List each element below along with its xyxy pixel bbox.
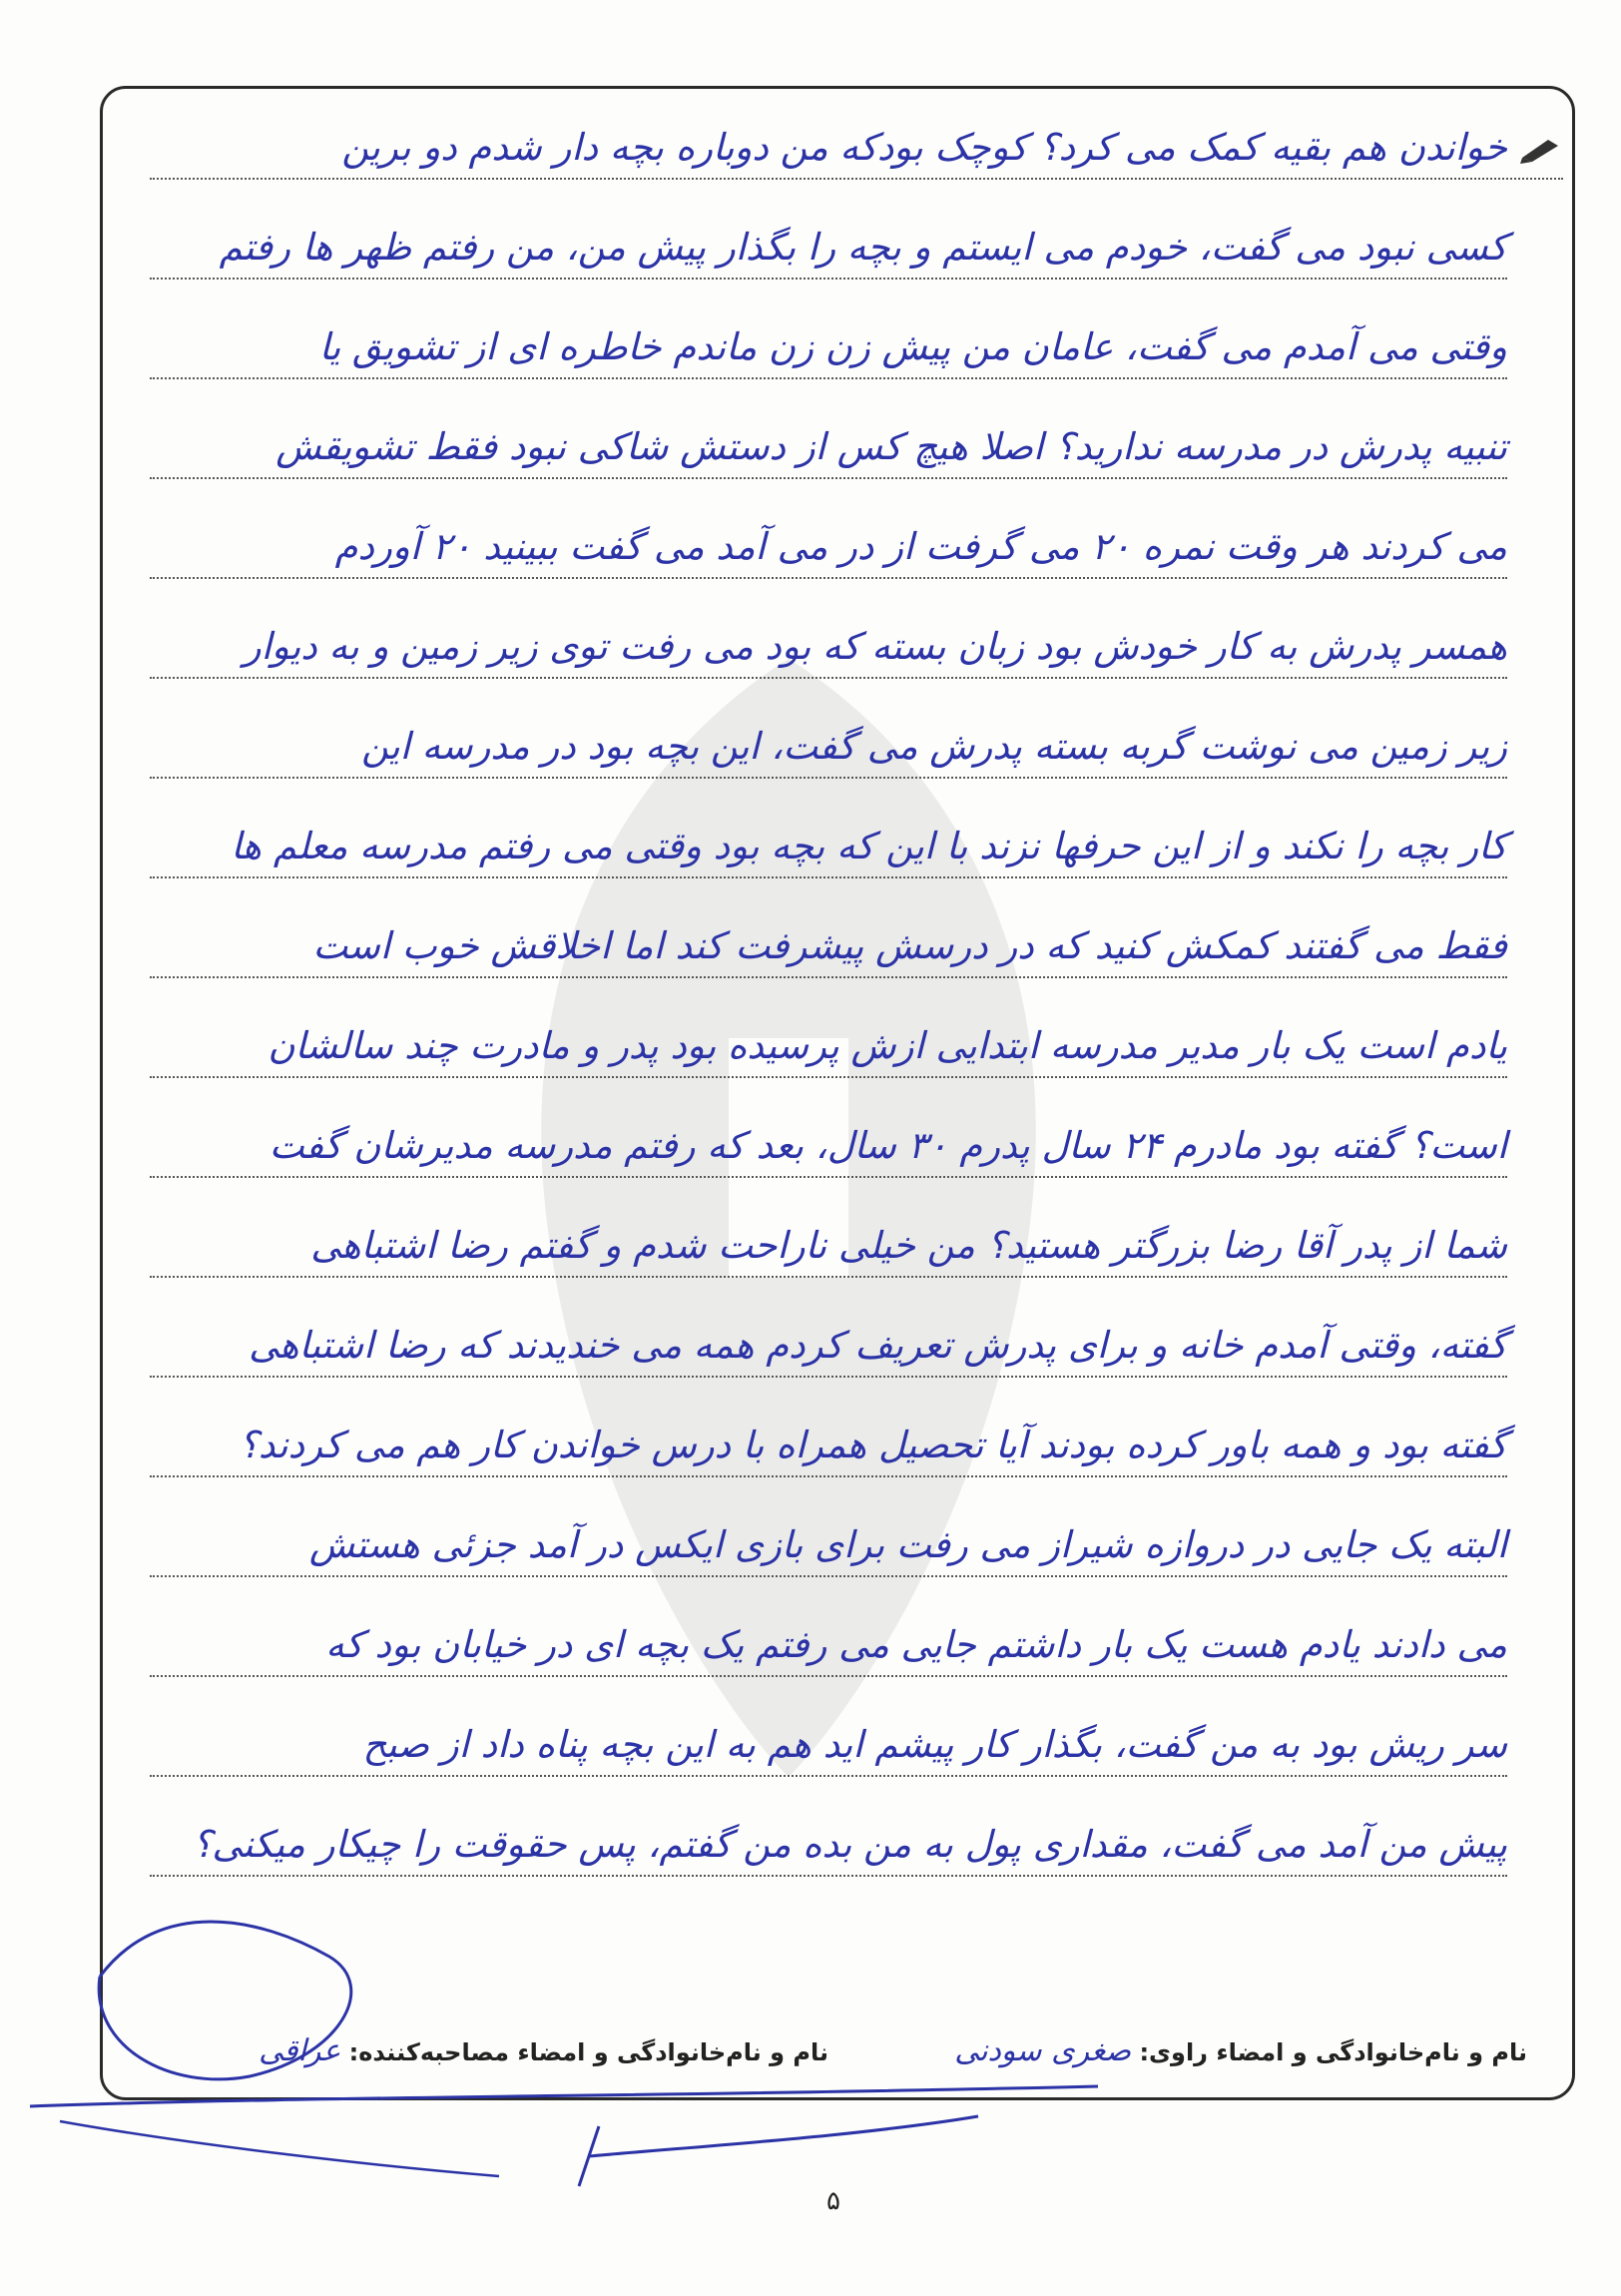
text-line xyxy=(150,1216,1507,1278)
text-line xyxy=(150,118,1563,180)
text-line-content: گفته بود و همه باور کرده بودند آیا تحصیل همراه با درس خواندن کار هم می کردند؟ xyxy=(239,1424,1507,1466)
text-line-content: زیر زمین می نوشت گربه بسته پدرش می گفت، این بچه بود در مدرسه این xyxy=(361,725,1507,768)
text-line xyxy=(150,817,1507,878)
signature-footer xyxy=(150,2026,1527,2076)
text-line xyxy=(150,1416,1507,1477)
text-line-content: همسر پدرش به کار خودش بود زبان بسته که بود می رفت توی زیر زمین و به دیوار xyxy=(243,625,1507,668)
text-line-content: می کردند هر وقت نمره ۲۰ می گرفت از در می آمد می گفت ببینید ۲۰ آوردم xyxy=(334,525,1507,568)
narrator-label: نام و نام‌خانوادگی و امضاء راوی: xyxy=(1139,2038,1527,2066)
pencil-icon xyxy=(1518,134,1562,164)
interviewer-field xyxy=(259,2026,828,2077)
page-number: ۵ xyxy=(826,2186,840,2216)
text-line-content: می دادند یادم هست یک بار داشتم جایی می رفتم یک بچه ای در خیابان بود که xyxy=(325,1623,1507,1666)
text-line xyxy=(150,317,1507,379)
text-line xyxy=(150,1715,1507,1777)
text-line xyxy=(150,717,1507,779)
text-line xyxy=(150,218,1507,280)
text-line xyxy=(150,1116,1507,1178)
text-line-content: کار بچه را نکند و از این حرفها نزند با این که بچه بود وقتی می رفتم مدرسه معلم ها xyxy=(231,825,1507,867)
text-line-content: تنبیه پدرش در مدرسه ندارید؟ اصلا هیچ کس از دستش شاکی نبود فقط تشویقش xyxy=(275,425,1507,468)
interviewer-label: نام و نام‌خانوادگی و امضاء مصاحبه‌کننده: xyxy=(348,2038,828,2066)
text-line-content: فقط می گفتند کمکش کنید که در درسش پیشرفت کند اما اخلاقش خوب است xyxy=(312,924,1507,967)
text-line-content: پیش من آمد می گفت، مقداری پول به من بده من گفتم، پس حقوقت را چیکار میکنی؟ xyxy=(192,1823,1507,1866)
narrator-field xyxy=(954,2026,1527,2077)
text-line xyxy=(150,1016,1507,1078)
narrator-name: صغری سودنی xyxy=(954,2033,1132,2068)
text-line xyxy=(150,1815,1507,1877)
text-line-content: کسی نبود می گفت، خودم می ایستم و بچه را بگذار پیش من، من رفتم ظهر ها رفتم xyxy=(219,226,1507,269)
text-line xyxy=(150,1316,1507,1378)
text-line-content: خواندن هم بقیه کمک می کرد؟ کوچک بودکه من دوباره بچه دار شدم دو برین xyxy=(341,126,1507,169)
text-line xyxy=(150,417,1507,479)
text-line xyxy=(150,617,1507,679)
text-line-content: است؟ گفته بود مادرم ۲۴ سال پدرم ۳۰ سال، بعد که رفتم مدرسه مدیرشان گفت xyxy=(269,1124,1507,1167)
text-line-content: گفته، وقتی آمدم خانه و برای پدرش تعریف کردم همه می خندیدند که رضا اشتباهی xyxy=(249,1324,1507,1367)
text-line-content: البته یک جایی در دروازه شیراز می رفت برای بازی ایکس در آمد جزئی هستش xyxy=(308,1523,1507,1566)
text-line-content: وقتی می آمدم می گفت، عامان من پیش زن زن ماندم خاطره ای از تشویق یا xyxy=(318,325,1507,368)
text-line-content: شما از پدر آقا رضا بزرگتر هستید؟ من خیلی ناراحت شدم و گفتم رضا اشتباهی xyxy=(310,1224,1507,1267)
text-line-content: سر ریش بود به من گفت، بگذار کار پیشم اید هم به این بچه پناه داد از صبح xyxy=(362,1723,1507,1766)
text-line xyxy=(150,1515,1507,1577)
interviewer-signature: عراقی xyxy=(259,2033,341,2068)
text-line xyxy=(150,916,1507,978)
text-line-content: یادم است یک بار مدیر مدرسه ابتدایی ازش پرسیده بود پدر و مادرت چند سالشان xyxy=(268,1024,1507,1067)
text-line xyxy=(150,517,1507,579)
text-line xyxy=(150,1615,1507,1677)
